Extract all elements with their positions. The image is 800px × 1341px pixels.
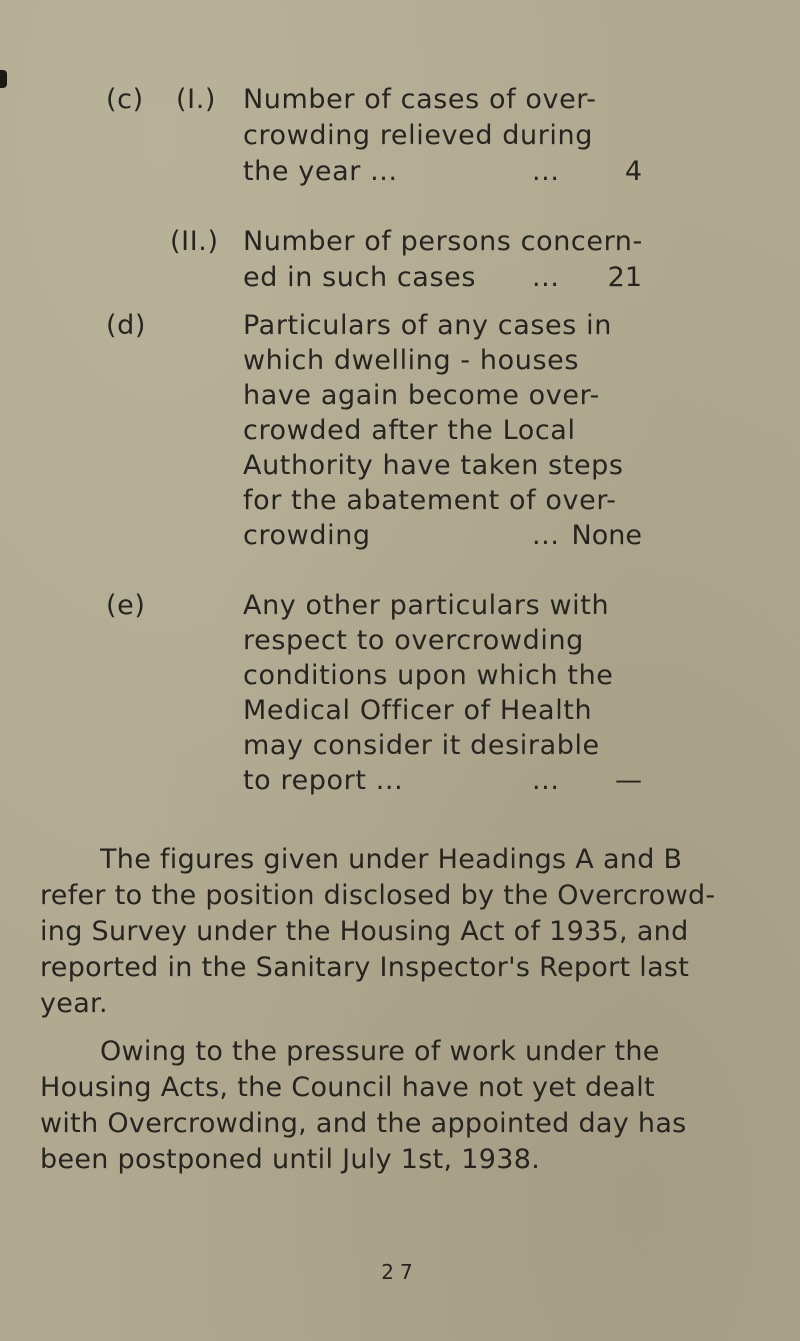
item-e-line-5: may consider it desirable [243,730,600,761]
paragraph-2-line-1: Owing to the pressure of work under the [100,1036,660,1067]
paragraph-housing-acts-note [40,1034,750,1178]
item-c1-label: (I.) [176,84,217,115]
item-c1-leader: ... [532,156,560,187]
item-c-label: (c) [106,84,144,115]
item-d-line-2: which dwelling - houses [243,345,580,376]
paragraph-1-line-5: year. [40,988,108,1019]
item-c2-line-2: ed in such cases [243,262,476,293]
item-d-line-6: for the abatement of over- [243,485,617,516]
item-e-line-4: Medical Officer of Health [243,695,593,726]
page-number: 27 [381,1260,419,1284]
item-c1-line-2: crowding relieved during [243,120,593,151]
item-c2-value: 21 [607,262,642,293]
item-c1-value: 4 [624,156,642,187]
paragraph-1-line-3: ing Survey under the Housing Act of 1935, and [40,916,689,947]
item-e-value: — [615,765,642,796]
paragraph-1-line-2: refer to the position disclosed by the Overcrowd- [40,880,716,911]
item-d-line-7: crowding [243,520,371,551]
paragraph-1-line-4: reported in the Sanitary Inspector's Report last [40,952,690,983]
item-d-line-5: Authority have taken steps [243,450,624,481]
item-e-line-1: Any other particulars with [243,590,610,621]
paragraph-2-line-4: been postponed until July 1st, 1938. [40,1144,541,1175]
paragraph-headings-note [40,842,750,1022]
item-e-label: (e) [106,590,146,621]
item-d-value: None [571,520,642,551]
paragraph-2-line-2: Housing Acts, the Council have not yet dealt [40,1072,655,1103]
paragraph-2-line-3: with Overcrowding, and the appointed day has [40,1108,687,1139]
item-e-line-6: to report ... [243,765,404,796]
item-e-leader: ... [532,765,560,796]
item-e-line-2: respect to overcrowding [243,625,584,656]
paragraph-1-line-1: The figures given under Headings A and B [100,844,683,875]
item-d-line-1: Particulars of any cases in [243,310,612,341]
item-c2-label: (II.) [170,226,219,257]
item-c1-line-1: Number of cases of over- [243,84,597,115]
item-d-line-4: crowded after the Local [243,415,576,446]
item-e-line-3: conditions upon which the [243,660,614,691]
item-c2-leader: ... [532,262,560,293]
item-d-leader: ... [532,520,560,551]
item-d-label: (d) [106,310,147,341]
binding-mark [0,70,7,88]
item-c1-line-3: the year ... [243,156,398,187]
item-c2-line-1: Number of persons concern- [243,226,643,257]
item-d-line-3: have again become over- [243,380,600,411]
